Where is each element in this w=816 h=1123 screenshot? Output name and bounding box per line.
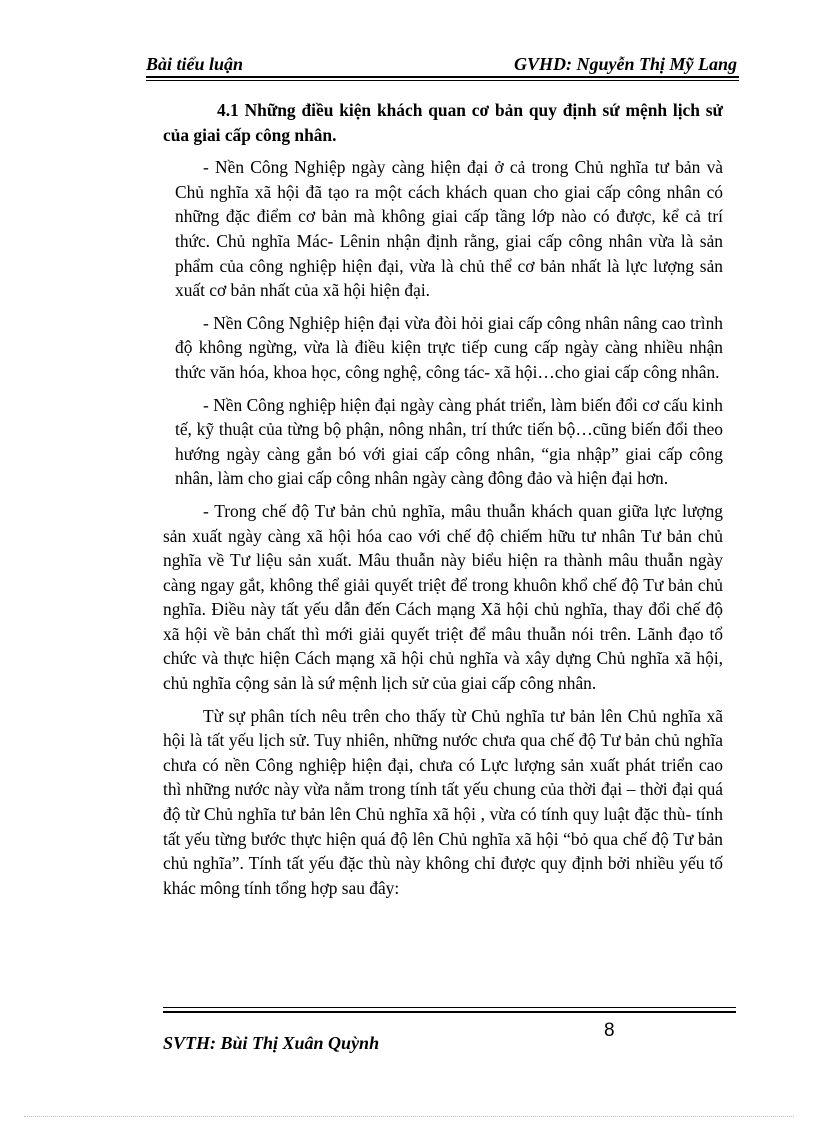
- header-document-type: Bài tiểu luận: [146, 54, 244, 74]
- header-rule-thick: [146, 76, 739, 78]
- body-paragraph-4: - Trong chế độ Tư bản chủ nghĩa, mâu thuẫn khách quan giữa lực lượng sản xuất ngày càng xã hội hóa cao với chế độ chiếm hữu tư nhân Tư bản chủ nghĩa về Tư liệu sản xuất. Mâu thuẫn này biểu hiện ra thành mâu thuẫn ngày càng ngay gắt, không thể giải quyết triệt để trong khuôn khổ chế độ Tư bản chủ nghĩa. Điều này tất yếu dẫn đến Cách mạng Xã hội chủ nghĩa, thay đổi chế độ xã hội về bản chất thì mới giải quyết triệt để mâu thuẫn nói trên. Lãnh đạo tổ chức và thực hiện Cách mạng xã hội chủ nghĩa và xây dựng Chủ nghĩa xã hội, chủ nghĩa cộng sản là sứ mệnh lịch sử của giai cấp công nhân.: [163, 500, 723, 694]
- footer-rule-thick: [163, 1011, 736, 1013]
- page-bottom-edge: [24, 1116, 794, 1117]
- footer-rule-thin: [163, 1007, 736, 1008]
- footer-student: SVTH: Bùi Thị Xuân Quỳnh: [163, 1033, 380, 1053]
- page-number: 8: [604, 1020, 615, 1041]
- body-paragraph-3: - Nền Công nghiệp hiện đại ngày càng phát triển, làm biến đổi cơ cấu kinh tế, kỹ thuật của từng bộ phận, nông nhân, trí thức tiến bộ…cũng biến đổi theo hướng ngày càng gắn bó với giai cấp công nhân, “gia nhập” giai cấp công nhân, làm cho giai cấp công nhân ngày càng đông đảo và hiện đại hơn.: [175, 394, 723, 489]
- body-paragraph-1: - Nền Công Nghiệp ngày càng hiện đại ở cả trong Chủ nghĩa tư bản và Chủ nghĩa xã hội đã tạo ra một cách khách quan cho giai cấp công nhân có những đặc điểm cơ bản mà không giai cấp tầng lớp nào có được, kể cả trí thức. Chủ nghĩa Mác- Lênin nhận định rằng, giai cấp công nhân vừa là sản phẩm của công nghiệp hiện đại, vừa là chủ thể cơ bản nhất là lực lượng sản xuất cơ bản nhất của xã hội hiện đại.: [175, 157, 723, 301]
- header-rule-thin: [146, 80, 739, 81]
- header-instructor: GVHD: Nguyễn Thị Mỹ Lang: [513, 54, 737, 74]
- page-header: [146, 50, 739, 78]
- section-heading: 4.1 Những điều kiện khách quan cơ bản quy định sứ mệnh lịch sử của giai cấp công nhân.: [163, 100, 723, 145]
- page-body: [163, 98, 723, 908]
- body-paragraph-2: - Nền Công Nghiệp hiện đại vừa đòi hỏi giai cấp công nhân nâng cao trình độ không ngừng, vừa là điều kiện trực tiếp cung cấp ngày càng nhiều nhận thức văn hóa, khoa học, công nghệ, công tác- xã hội…cho giai cấp công nhân.: [175, 312, 723, 382]
- body-paragraph-5: Từ sự phân tích nêu trên cho thấy từ Chủ nghĩa tư bản lên Chủ nghĩa xã hội là tất yếu lịch sử. Tuy nhiên, những nước chưa qua chế độ Tư bản chủ nghĩa chưa có nền Công nghiệp hiện đại, chưa có Lực lượng sản xuất phát triển cao thì những nước này vừa nằm trong tính tất yếu chung của thời đại – thời đại quá độ từ Chủ nghĩa tư bản lên Chủ nghĩa xã hội , vừa có tính quy luật đặc thù- tính tất yếu từng bước thực hiện quá độ lên Chủ nghĩa xã hội “bỏ qua chế độ Tư bản chủ nghĩa”. Tính tất yếu đặc thù này không chỉ được quy định bởi nhiều yếu tố khác mông tính tổng hợp sau đây:: [163, 705, 723, 898]
